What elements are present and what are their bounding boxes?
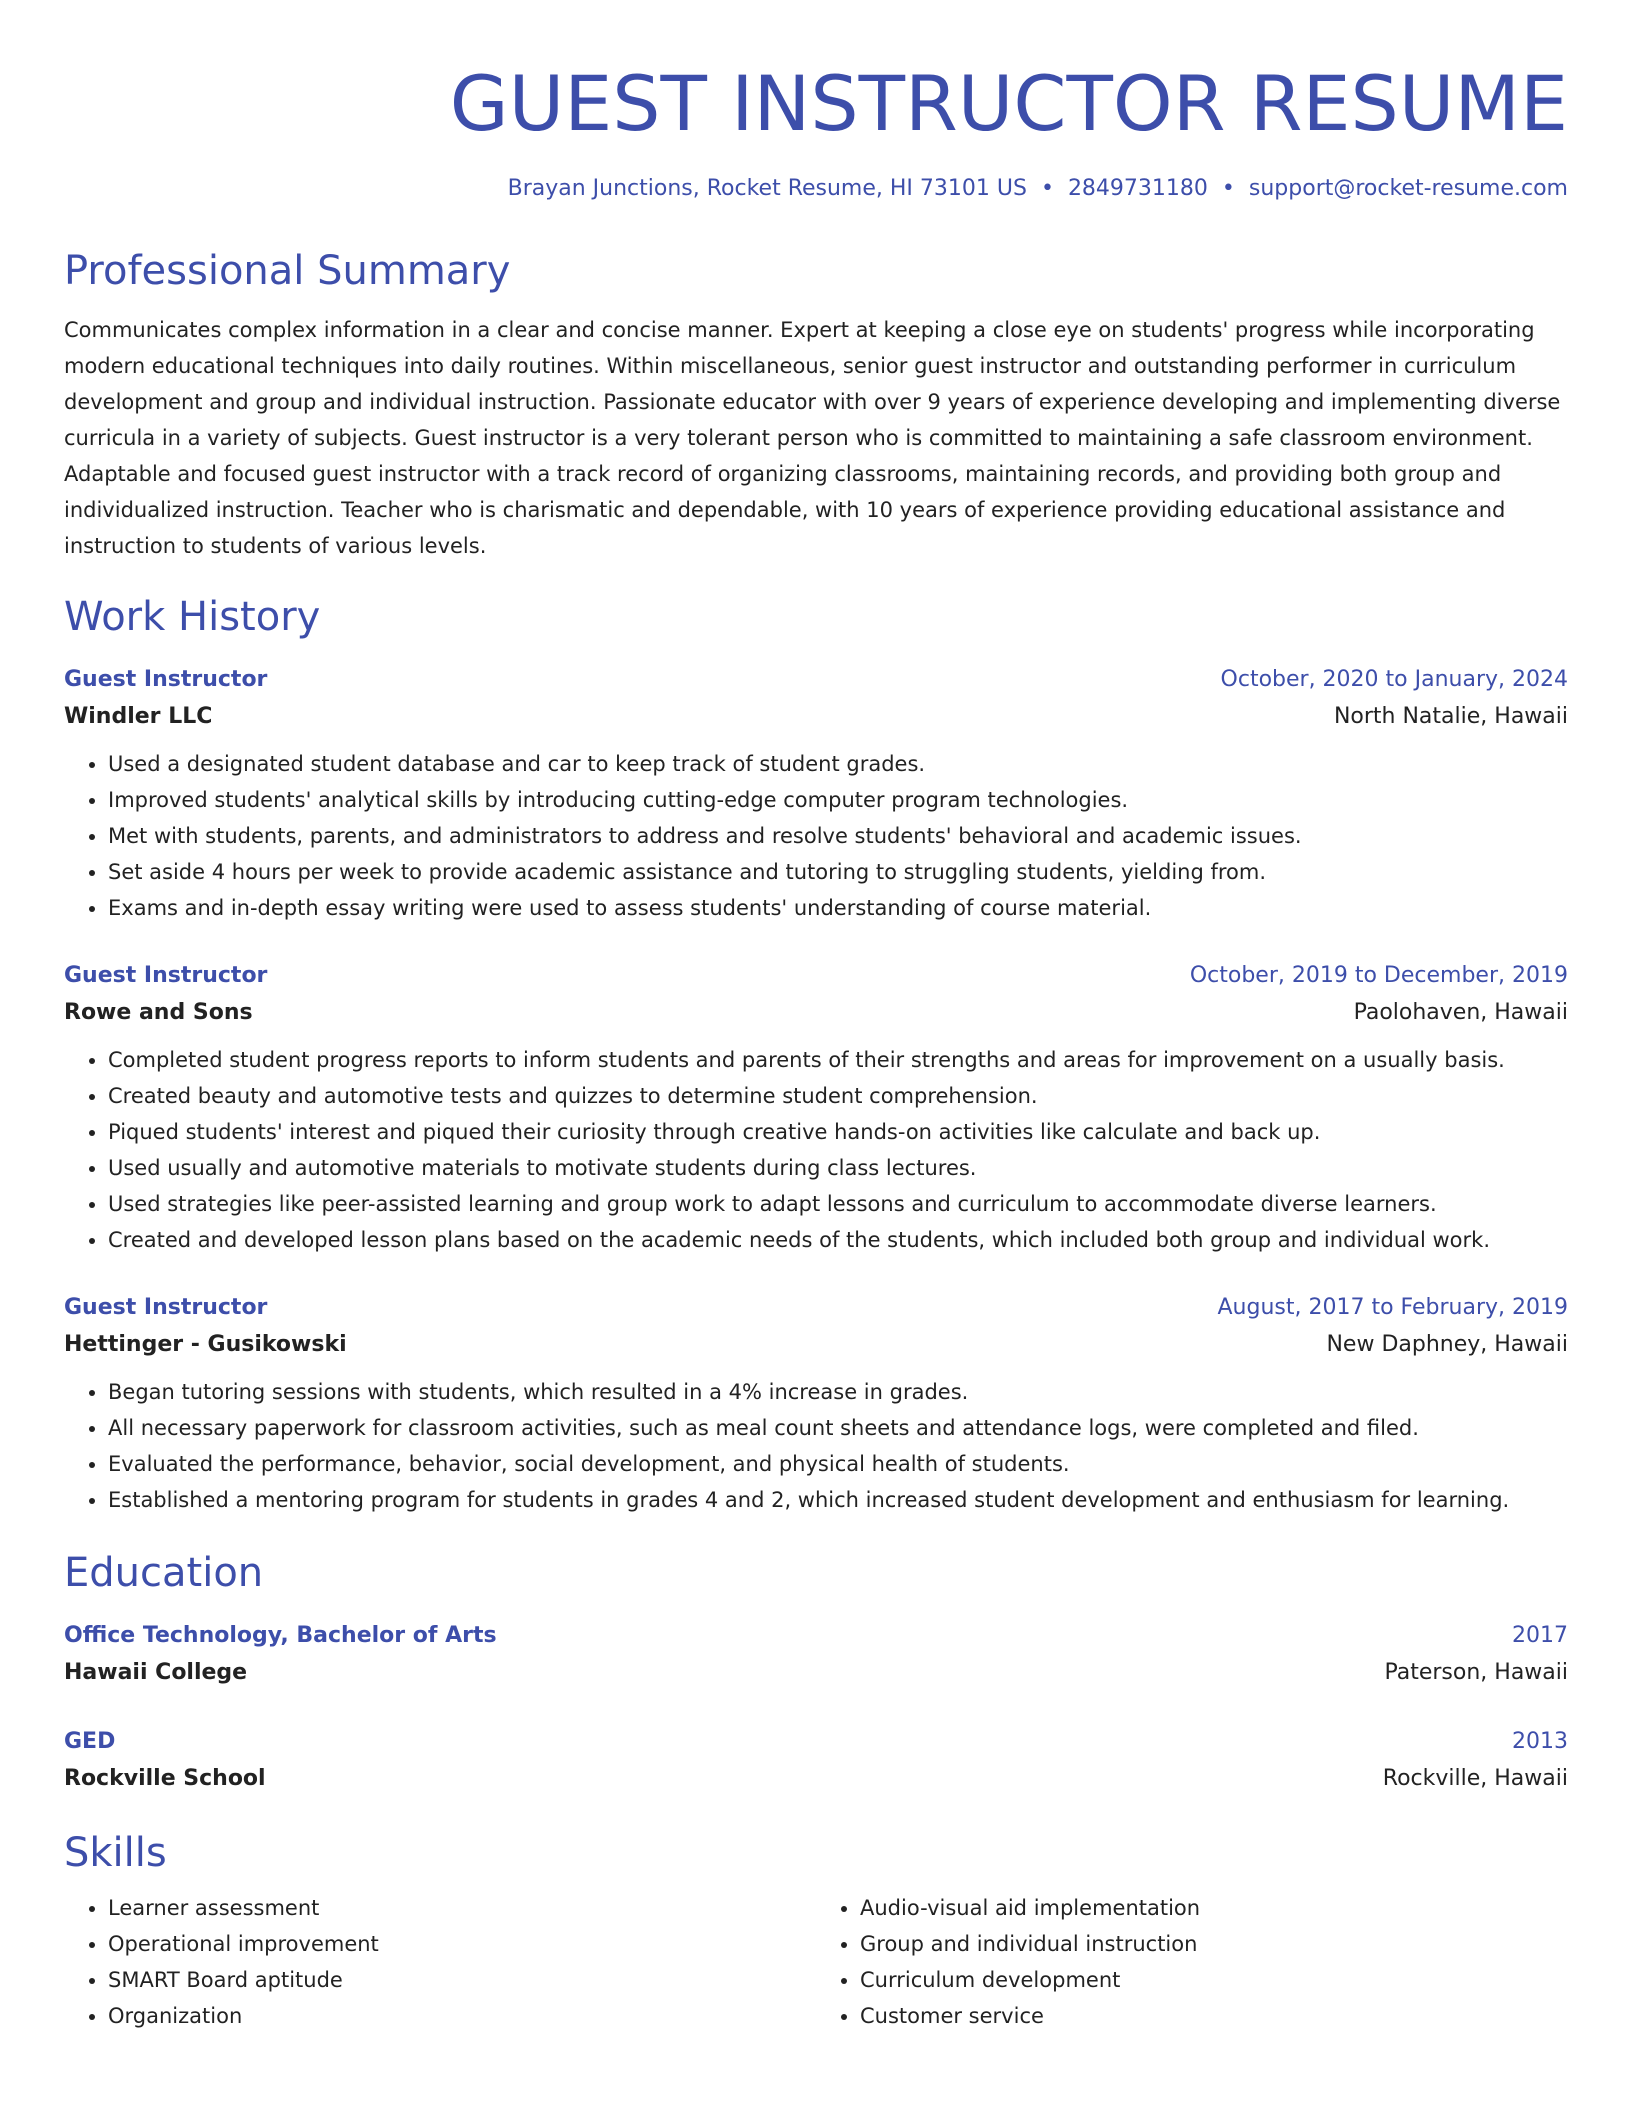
degree-row bbox=[64, 1724, 1568, 1760]
contact-separator: • bbox=[1040, 176, 1054, 201]
job-bullet: • Created beauty and automotive tests and quizzes to determine student comprehension. bbox=[108, 1078, 1568, 1114]
skill-item: • Curriculum development bbox=[860, 1962, 1568, 1998]
job-bullet: • Began tutoring sessions with students, which resulted in a 4% increase in grades. bbox=[108, 1374, 1568, 1410]
job-entry bbox=[64, 662, 1568, 926]
skill-item: • Organization bbox=[108, 1998, 816, 2034]
employer-row bbox=[64, 698, 1568, 736]
school-location: Rockville, Hawaii bbox=[1382, 1766, 1568, 1791]
job-bullet: • All necessary paperwork for classroom activities, such as meal count sheets and attendance logs, were completed and filed. bbox=[108, 1410, 1568, 1446]
job-bullet: • Completed student progress reports to inform students and parents of their strengths and areas for improvement on a usually basis. bbox=[108, 1042, 1568, 1078]
contact-separator: • bbox=[1221, 176, 1235, 201]
contact-line bbox=[64, 174, 1568, 204]
skills-heading: Skills bbox=[64, 1830, 167, 1876]
skill-item: • Group and individual instruction bbox=[860, 1926, 1568, 1962]
job-bullet: • Used usually and automotive materials to motivate students during class lectures. bbox=[108, 1150, 1568, 1186]
skills-column-right bbox=[816, 1890, 1568, 2034]
skills-list bbox=[64, 1890, 1568, 2034]
skill-item: • Customer service bbox=[860, 1998, 1568, 2034]
job-location: New Daphney, Hawaii bbox=[1326, 1332, 1568, 1357]
job-dates: October, 2019 to December, 2019 bbox=[1189, 963, 1568, 988]
contact-address: Brayan Junctions, Rocket Resume, HI 73101 US bbox=[507, 176, 1027, 201]
skill-item: • Learner assessment bbox=[108, 1890, 816, 1926]
degree-title: GED bbox=[64, 1729, 116, 1754]
job-bullet: • Established a mentoring program for students in grades 4 and 2, which increased student development and enthusiasm for learning. bbox=[108, 1482, 1568, 1518]
job-bullet: • Evaluated the performance, behavior, social development, and physical health of students. bbox=[108, 1446, 1568, 1482]
contact-email: support@rocket-resume.com bbox=[1248, 176, 1568, 201]
job-title-row bbox=[64, 662, 1568, 698]
skill-item: • Operational improvement bbox=[108, 1926, 816, 1962]
job-bullet: • Created and developed lesson plans based on the academic needs of the students, which included both group and individual work. bbox=[108, 1222, 1568, 1258]
contact-phone: 2849731180 bbox=[1067, 176, 1208, 201]
job-dates: August, 2017 to February, 2019 bbox=[1217, 1295, 1568, 1320]
job-bullets bbox=[64, 746, 1568, 926]
skill-item: • SMART Board aptitude bbox=[108, 1962, 816, 1998]
skills-column-left bbox=[64, 1890, 816, 2034]
employer-name: Rowe and Sons bbox=[64, 1000, 253, 1025]
job-bullet: • Used a designated student database and car to keep track of student grades. bbox=[108, 746, 1568, 782]
work-history-heading: Work History bbox=[64, 594, 321, 640]
school-location: Paterson, Hawaii bbox=[1384, 1660, 1568, 1685]
school-name: Rockville School bbox=[64, 1766, 266, 1791]
job-bullet: • Set aside 4 hours per week to provide academic assistance and tutoring to struggling students, yielding from. bbox=[108, 854, 1568, 890]
employer-row bbox=[64, 994, 1568, 1032]
degree-row bbox=[64, 1618, 1568, 1654]
job-bullet: • Piqued students' interest and piqued their curiosity through creative hands-on activities like calculate and back up. bbox=[108, 1114, 1568, 1150]
job-entry bbox=[64, 958, 1568, 1258]
summary-text: Communicates complex information in a clear and concise manner. Expert at keeping a close eye on students' progress while incorporating modern educational techniques into daily routines. Within miscellaneous, senior guest instructor and outstanding performer in curriculum development and group and individual instruction. Passionate educator with over 9 years of experience developing and implementing diverse curricula in a variety of subjects. Guest instructor is a very tolerant person who is committed to maintaining a safe classroom environment. Adaptable and focused guest instructor with a track record of organizing classrooms, maintaining records, and providing both group and individualized instruction. Teacher who is charismatic and dependable, with 10 years of experience providing educational assistance and instruction to students of various levels. bbox=[64, 318, 1561, 558]
job-bullet: • Used strategies like peer-assisted learning and group work to adapt lessons and curriculum to accommodate diverse learners. bbox=[108, 1186, 1568, 1222]
summary-heading: Professional Summary bbox=[64, 248, 511, 294]
employer-row bbox=[64, 1326, 1568, 1364]
employer-name: Windler LLC bbox=[64, 704, 213, 729]
job-dates: October, 2020 to January, 2024 bbox=[1220, 667, 1568, 692]
job-location: Paolohaven, Hawaii bbox=[1353, 1000, 1568, 1025]
graduation-year: 2017 bbox=[1512, 1623, 1568, 1648]
job-title: Guest Instructor bbox=[64, 1295, 268, 1320]
job-title: Guest Instructor bbox=[64, 667, 268, 692]
job-bullets bbox=[64, 1042, 1568, 1258]
job-bullet: • Exams and in-depth essay writing were used to assess students' understanding of course material. bbox=[108, 890, 1568, 926]
job-bullet: • Met with students, parents, and administrators to address and resolve students' behavioral and academic issues. bbox=[108, 818, 1568, 854]
job-bullet: • Improved students' analytical skills by introducing cutting-edge computer program technologies. bbox=[108, 782, 1568, 818]
graduation-year: 2013 bbox=[1512, 1729, 1568, 1754]
job-entry bbox=[64, 1290, 1568, 1518]
education-heading: Education bbox=[64, 1550, 264, 1596]
job-title-row bbox=[64, 958, 1568, 994]
resume-title: GUEST INSTRUCTOR RESUME bbox=[449, 59, 1568, 148]
job-title: Guest Instructor bbox=[64, 963, 268, 988]
school-row bbox=[64, 1654, 1568, 1692]
school-row bbox=[64, 1760, 1568, 1798]
job-bullets bbox=[64, 1374, 1568, 1518]
education-entry bbox=[64, 1618, 1568, 1692]
skill-item: • Audio-visual aid implementation bbox=[860, 1890, 1568, 1926]
employer-name: Hettinger - Gusikowski bbox=[64, 1332, 347, 1357]
job-title-row bbox=[64, 1290, 1568, 1326]
education-entry bbox=[64, 1724, 1568, 1798]
degree-title: Office Technology, Bachelor of Arts bbox=[64, 1623, 497, 1648]
job-location: North Natalie, Hawaii bbox=[1333, 704, 1568, 729]
school-name: Hawaii College bbox=[64, 1660, 248, 1685]
